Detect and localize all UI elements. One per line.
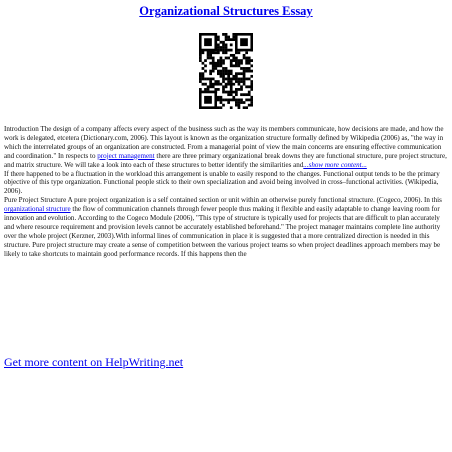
pure-project-text-continued: the flow of communication channels through fewer people thus making it flexible and easily adaptable to change leaving room for innovation and evolution. According to the Cogeco Module (2006), "This type of structure is typically used for projects that are difficult to plan accurately and where resource requirement and provision levels cannot be accurately established beforehand." The project manager maintains complete line authority over the whole project (Kerzner, 2003).With informal lines of communication in place it is suggested that a more centralized direction is needed in this structure. Pure project structure may create a sense of competition between the various project teams so when project deadlines approach members may be likely to take shortcuts to maintain good performance records. If this happens then the [4,205,441,258]
intro-text-continued: there are three primary organizational break downs they are functional structure, pure project structure, and matrix structure. We will take a look into each of these structures to better identify the similarities and [4,151,447,169]
functional-structure-text: If there happened to be a fluctuation in the workload this arrangement is unable to easily respond to the changes. Functional output tends to be the primary objective of this type organization. Functional people stick to their own specialization and avoid being involved in cross–functional activities. (Wikipedia, 2006). [4,169,440,196]
essay-body [4,125,448,259]
pure-project-text: Pure Project Structure A pure project organization is a self contained section or unit within an otherwise purely functional structure. (Cogeco, 2006). In this [4,196,442,205]
intro-text: Introduction The design of a company affects every aspect of the business such as the way its members communicate, how decisions are made, and how the work is delegated, etcetera (Dictionary.com, 2006). This layout is known as the organization structure formally defined by Wikipedia (2006) as, "the way in which the interrelated groups of an organization are constructed. From a managerial point of view the main concerns are ensuring effective communication and coordination." In respects to [4,125,444,160]
paragraph-pure-project [4,196,448,258]
page-title[interactable]: Organizational Structures Essay [139,4,313,18]
qr-code-image [199,33,253,109]
organizational-structure-link[interactable]: organizational structure [4,205,71,214]
paragraph-introduction [4,125,448,196]
get-more-content-link[interactable]: Get more content on HelpWriting.net [4,355,184,369]
show-more-link[interactable]: ...show more content... [303,160,367,169]
project-management-link[interactable]: project management [97,151,155,160]
qr-code-icon [199,33,253,109]
